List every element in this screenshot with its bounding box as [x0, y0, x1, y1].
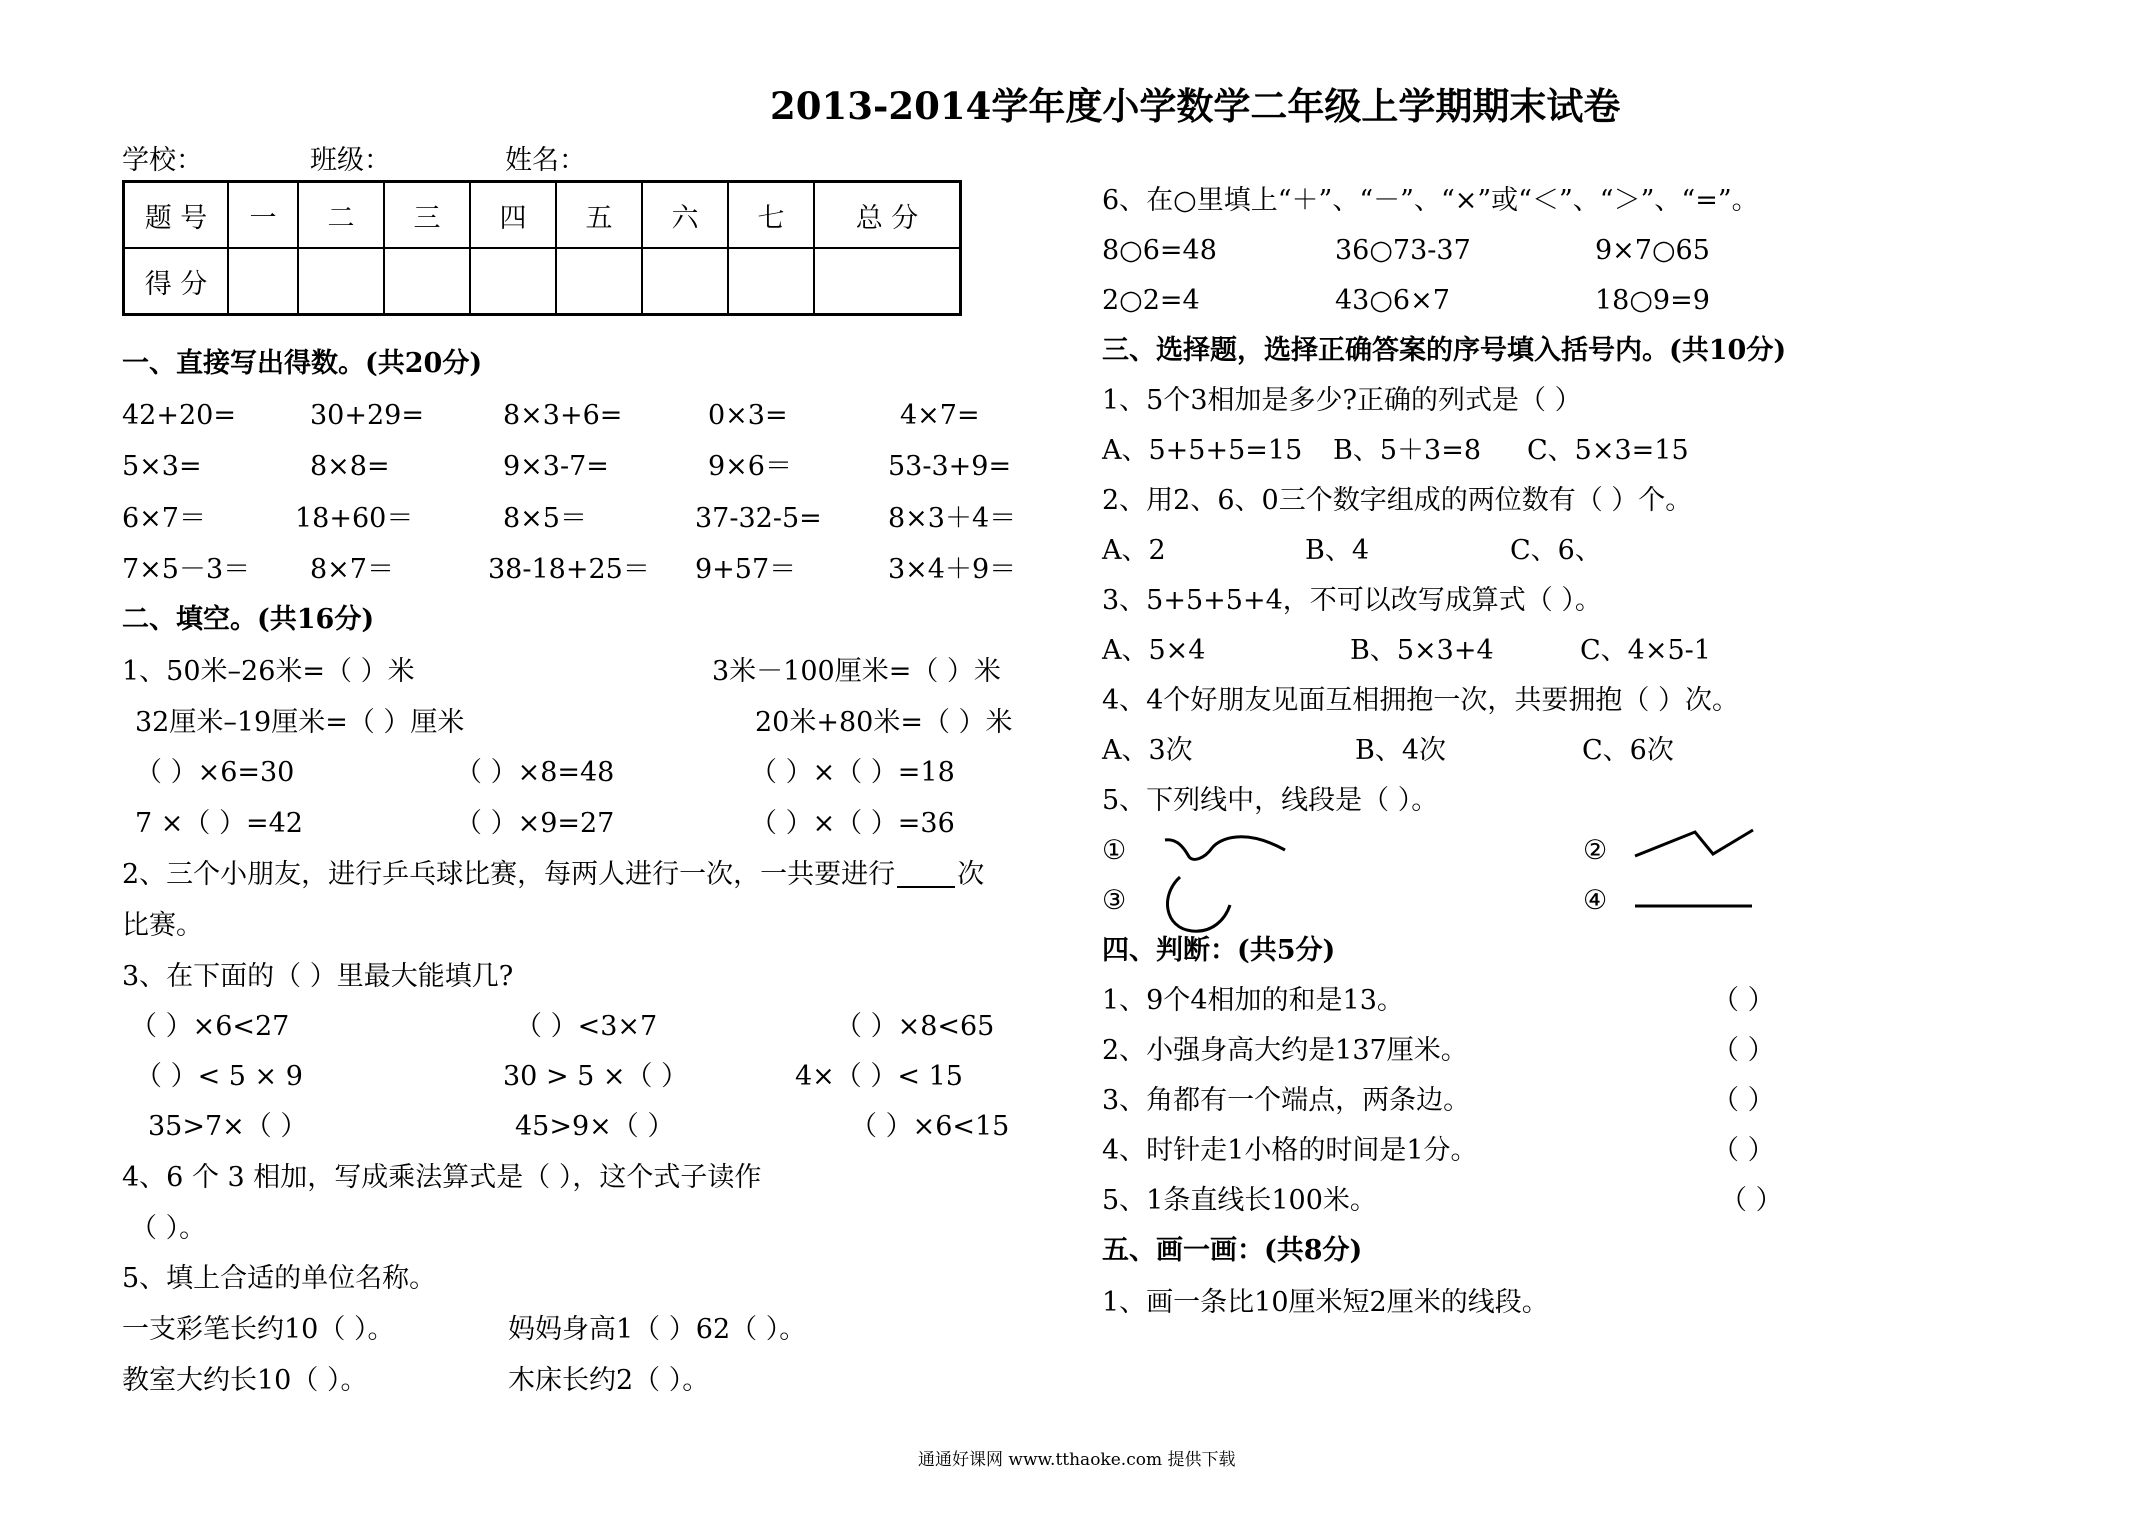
line-option-marker: ① [1102, 835, 1127, 866]
judge-paren[interactable]: （ ） [1712, 1085, 1775, 1116]
score-table-cell: 二 [298, 182, 384, 249]
fill-item: 18○9=9 [1595, 285, 1710, 316]
score-table-cell: 题 号 [124, 182, 229, 249]
fill-item: 一支彩笔长约10（ ）。 [122, 1314, 395, 1345]
section1-heading: 一、直接写出得数。(共20分) [122, 348, 483, 379]
page-title: 2013-2014学年度小学数学二年级上学期期末试卷 [770, 84, 1621, 128]
judge-paren[interactable]: （ ） [1720, 1185, 1783, 1216]
judge-item: 1、9个4相加的和是13。 [1102, 985, 1404, 1016]
arith-item: 9×3-7= [503, 451, 609, 482]
fill-item: 1、50米–26米=（ ）米 [122, 656, 415, 687]
choice-option: C、6、 [1510, 535, 1602, 566]
score-table-cell: 三 [384, 182, 470, 249]
question-3: 3、在下面的（ ）里最大能填几? [122, 961, 514, 992]
score-table-cell: 总 分 [814, 182, 961, 249]
draw-question: 1、画一条比10厘米短2厘米的线段。 [1102, 1287, 1549, 1318]
fill-item: （ ）<3×7 [515, 1011, 658, 1042]
choice-option: C、6次 [1582, 735, 1674, 766]
judge-item: 4、时针走1小格的时间是1分。 [1102, 1135, 1478, 1166]
fill-item: （ ）×8=48 [455, 757, 615, 788]
choice-option: C、4×5-1 [1580, 635, 1711, 666]
question-5: 5、填上合适的单位名称。 [122, 1263, 437, 1294]
arith-item: 5×3= [122, 451, 202, 482]
fill-item: （ ）×9=27 [455, 808, 615, 839]
school-label: 学校： [122, 145, 203, 176]
arith-item: 30+29= [310, 400, 424, 431]
fill-item: 20米+80米=（ ）米 [755, 707, 1013, 738]
arith-item: 3×4＋9＝ [888, 554, 1017, 585]
judge-paren[interactable]: （ ） [1712, 985, 1775, 1016]
arith-item: 37-32-5= [695, 503, 822, 534]
line-option-marker: ② [1583, 835, 1608, 866]
question-2 [122, 861, 984, 888]
score-input-cell[interactable] [470, 248, 556, 315]
fill-item: 30 > 5 ×（ ） [503, 1061, 689, 1092]
score-table-cell: 六 [642, 182, 728, 249]
fill-item: 2○2=4 [1102, 285, 1200, 316]
fill-item: 木床长约2（ ）。 [508, 1365, 710, 1396]
choice-option: A、5×4 [1102, 635, 1206, 666]
fill-item: （ ）< 5 × 9 [135, 1061, 303, 1092]
question-2-tail: 比赛。 [122, 910, 203, 941]
section5-heading: 五、画一画：(共8分) [1102, 1235, 1363, 1266]
score-input-cell[interactable] [728, 248, 814, 315]
choice-question: 2、用2、6、0三个数字组成的两位数有（ ）个。 [1102, 485, 1693, 516]
fill-item: 36○73-37 [1335, 235, 1471, 266]
question-4-tail: （ ）。 [130, 1213, 207, 1244]
judge-item: 5、1条直线长100米。 [1102, 1185, 1377, 1216]
fill-item: 45>9×（ ） [515, 1111, 675, 1142]
judge-item: 2、小强身高大约是137厘米。 [1102, 1035, 1468, 1066]
fill-item: 4×（ ）< 15 [795, 1061, 963, 1092]
arith-item: 4×7= [900, 400, 980, 431]
fill-item: 7 ×（ ）=42 [135, 808, 303, 839]
question-4: 4、6 个 3 相加，写成乘法算式是（ ），这个式子读作 [122, 1162, 762, 1193]
arith-item: 9×6＝ [708, 451, 792, 482]
arith-item: 38-18+25＝ [488, 554, 650, 585]
score-table-cell: 五 [556, 182, 642, 249]
score-table [122, 180, 962, 316]
judge-paren[interactable]: （ ） [1712, 1135, 1775, 1166]
fill-item: 43○6×7 [1335, 285, 1450, 316]
score-table-header-row [124, 182, 961, 249]
choice-question: 5、下列线中，线段是（ ）。 [1102, 785, 1439, 816]
section4-heading: 四、判断：(共5分) [1102, 935, 1336, 966]
choice-option: A、2 [1102, 535, 1166, 566]
fill-item: 妈妈身高1（ ）62（ ）。 [508, 1314, 807, 1345]
section3-heading: 三、选择题，选择正确答案的序号填入括号内。(共10分) [1102, 335, 1787, 366]
score-input-cell[interactable] [556, 248, 642, 315]
line-figures [1150, 820, 1770, 940]
choice-option: A、5+5+5=15 [1102, 435, 1303, 466]
score-table-score-row [124, 248, 961, 315]
choice-option: C、5×3=15 [1527, 435, 1689, 466]
arith-item: 8×8= [310, 451, 390, 482]
class-label: 班级： [310, 145, 391, 176]
curve-line-figure [1165, 837, 1285, 860]
question-2-text: 2、三个小朋友，进行乒乓球比赛，每两人进行一次，一共要进行 [122, 859, 896, 890]
choice-option: B、5＋3=8 [1333, 435, 1481, 466]
line-option-marker: ④ [1583, 885, 1608, 916]
judge-paren[interactable]: （ ） [1712, 1035, 1775, 1066]
score-input-cell[interactable] [228, 248, 298, 315]
choice-option: B、5×3+4 [1350, 635, 1494, 666]
arith-item: 8×3＋4＝ [888, 503, 1017, 534]
fill-item: 3米－100厘米=（ ）米 [712, 656, 1001, 687]
line-option-marker: ③ [1102, 885, 1127, 916]
arith-item: 0×3= [708, 400, 788, 431]
fill-item: 35>7×（ ） [148, 1111, 308, 1142]
arith-item: 42+20= [122, 400, 236, 431]
answer-blank[interactable] [897, 862, 955, 888]
fill-item: （ ）×6=30 [135, 757, 295, 788]
arith-item: 53-3+9= [888, 451, 1012, 482]
fill-item: 教室大约长10（ ）。 [122, 1365, 368, 1396]
arith-item: 8×3+6= [503, 400, 623, 431]
arith-item: 9+57＝ [695, 554, 797, 585]
section2-heading: 二、填空。(共16分) [122, 604, 375, 635]
fill-item: （ ）×6<27 [130, 1011, 290, 1042]
arc-line-figure [1168, 877, 1231, 931]
arith-item: 8×5＝ [503, 503, 587, 534]
choice-option: A、3次 [1102, 735, 1193, 766]
fill-item: 32厘米–19厘米=（ ）厘米 [135, 707, 465, 738]
score-table-cell: 七 [728, 182, 814, 249]
fill-item: （ ）×（ ）=36 [750, 808, 955, 839]
choice-question: 3、5+5+5+4，不可以改写成算式（ ）。 [1102, 585, 1602, 616]
fill-item: （ ）×（ ）=18 [750, 757, 955, 788]
arith-item: 7×5－3＝ [122, 554, 251, 585]
arith-item: 8×7＝ [310, 554, 394, 585]
score-input-cell[interactable] [642, 248, 728, 315]
arith-item: 6×7＝ [122, 503, 206, 534]
score-input-cell[interactable] [814, 248, 961, 315]
score-table-cell: 四 [470, 182, 556, 249]
score-input-cell[interactable] [384, 248, 470, 315]
choice-question: 1、5个3相加是多少?正确的列式是（ ） [1102, 385, 1582, 416]
zigzag-line-figure [1635, 830, 1753, 856]
fill-item: （ ）×8<65 [835, 1011, 995, 1042]
score-table-cell: 得 分 [124, 248, 229, 315]
arith-item: 18+60＝ [295, 503, 414, 534]
score-table-cell: 一 [228, 182, 298, 249]
question-2-unit: 次 [957, 859, 985, 890]
choice-question: 4、4个好朋友见面互相拥抱一次，共要拥抱（ ）次。 [1102, 685, 1739, 716]
choice-option: B、4 [1305, 535, 1370, 566]
fill-item: 9×7○65 [1595, 235, 1710, 266]
fill-item: （ ）×6<15 [850, 1111, 1010, 1142]
name-label: 姓名： [505, 145, 586, 176]
fill-item: 8○6=48 [1102, 235, 1217, 266]
page-footer: 通通好课网 www.tthaoke.com 提供下载 [918, 1450, 1236, 1470]
score-input-cell[interactable] [298, 248, 384, 315]
question-6: 6、在○里填上“＋”、“－”、“×”或“＜”、“＞”、“=”。 [1102, 185, 1759, 216]
judge-item: 3、角都有一个端点，两条边。 [1102, 1085, 1471, 1116]
choice-option: B、4次 [1355, 735, 1447, 766]
